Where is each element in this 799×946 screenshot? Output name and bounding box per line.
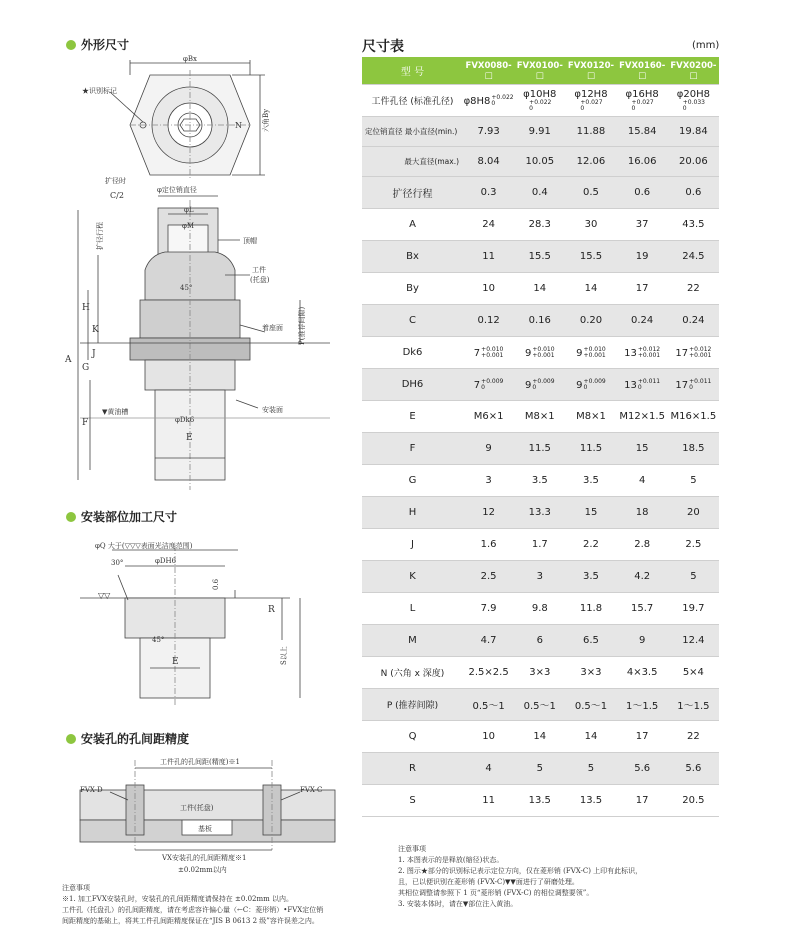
row-label: Dk6 bbox=[362, 337, 463, 369]
dim-06: 0.6 bbox=[212, 578, 220, 590]
dim-phidk6: φDk6 bbox=[175, 416, 195, 424]
dim-c2: 扩径时 bbox=[105, 177, 126, 185]
dim-j: J bbox=[92, 349, 96, 359]
tol-up: +0.012 bbox=[689, 345, 712, 353]
notes-right-line: 其相位调整请参照下 1 页“菱形销 (FVX-C) 的相位调整要领”。 bbox=[398, 889, 594, 897]
tol-lo: 0 bbox=[631, 105, 636, 112]
row-label: Bx bbox=[362, 241, 463, 273]
table-cell: 0.6 bbox=[617, 177, 668, 209]
surface-mark: ▽▽ bbox=[98, 591, 111, 600]
dim-e2: E bbox=[172, 657, 179, 667]
dim-r: R bbox=[268, 605, 275, 615]
tol-base: 7 bbox=[473, 347, 481, 359]
table-cell: 0.6 bbox=[668, 177, 719, 209]
label-fvxd: FVX-D bbox=[80, 786, 103, 794]
table-row bbox=[362, 433, 719, 465]
table-cell: 12 bbox=[463, 497, 514, 529]
notes-right-line: 2. 图示★部分的识别标记表示定位方向，仅在菱形销 (FVX-C) 上印有此标识， bbox=[398, 867, 643, 875]
row-label: A bbox=[362, 209, 463, 241]
model-name: FVX0160-□ bbox=[617, 57, 668, 85]
table-cell: M12×1.5 bbox=[617, 401, 668, 433]
dim-e: E bbox=[186, 433, 193, 443]
table-cell: 1.6 bbox=[463, 529, 514, 561]
notes-left-line: 工件孔（托盘孔）的孔间距精度，请在考虑容许偏心量（←C：菱形销）•FVX定位销 bbox=[62, 906, 324, 914]
table-cell: 15.7 bbox=[617, 593, 668, 625]
table-cell: 11.8 bbox=[565, 593, 616, 625]
dim-phiq: φQ 大于(▽▽▽表面光洁度范围) bbox=[95, 542, 193, 550]
table-cell: 14 bbox=[514, 273, 565, 305]
dim-expstroke: 扩径行程 bbox=[96, 222, 104, 250]
table-cell: 12.4 bbox=[668, 625, 719, 657]
table-cell: 11.5 bbox=[565, 433, 616, 465]
table-cell: 0.24 bbox=[668, 305, 719, 337]
row-label: K bbox=[362, 561, 463, 593]
table-cell: 19 bbox=[617, 241, 668, 273]
table-cell: 5.6 bbox=[668, 753, 719, 785]
table-cell: 2.5 bbox=[463, 561, 514, 593]
table-cell: 14 bbox=[565, 273, 616, 305]
dim-n: N bbox=[235, 121, 242, 130]
tol-lo: 0 bbox=[580, 105, 585, 112]
tol-up: +0.009 bbox=[481, 377, 504, 385]
table-cell: 3.5 bbox=[565, 465, 616, 497]
bullet-icon bbox=[66, 734, 76, 744]
table-cell: 1～1.5 bbox=[617, 689, 668, 721]
tol-base: 9 bbox=[524, 347, 532, 359]
table-cell: M8×1 bbox=[514, 401, 565, 433]
tol-cell bbox=[617, 337, 668, 369]
table-cell: M8×1 bbox=[565, 401, 616, 433]
dimension-table bbox=[362, 57, 719, 817]
dim-k: K bbox=[92, 325, 99, 335]
tol-up: +0.011 bbox=[637, 377, 661, 385]
tol-lo: +0.001 bbox=[481, 351, 504, 359]
table-cell: 14 bbox=[514, 721, 565, 753]
label-top: 顶帽 bbox=[243, 237, 257, 245]
table-cell: 4.2 bbox=[617, 561, 668, 593]
tol-cell bbox=[668, 337, 719, 369]
pitch-drawing bbox=[0, 745, 355, 880]
tol-lo: +0.001 bbox=[637, 351, 661, 359]
table-cell: 3×3 bbox=[514, 657, 565, 689]
table-cell: 3 bbox=[463, 465, 514, 497]
label-oil: ▼黄油槽 bbox=[102, 408, 129, 416]
tol-up: +0.012 bbox=[637, 345, 661, 353]
tol-lo: +0.001 bbox=[583, 351, 606, 359]
table-cell: 2.5×2.5 bbox=[463, 657, 514, 689]
table-row bbox=[362, 785, 719, 817]
dim-f: F bbox=[82, 418, 89, 428]
table-cell: M6×1 bbox=[463, 401, 514, 433]
tol-lo: 0 bbox=[532, 383, 537, 391]
table-cell: 11 bbox=[463, 241, 514, 273]
label-work3: 工件(托盘) bbox=[180, 804, 214, 812]
dim-a: A bbox=[65, 355, 72, 365]
tol-cell bbox=[514, 337, 565, 369]
row-label: S bbox=[362, 785, 463, 817]
table-cell: 0.24 bbox=[617, 305, 668, 337]
table-row bbox=[362, 401, 719, 433]
model-name: FVX0200-□ bbox=[668, 57, 719, 85]
table-cell: 4 bbox=[617, 465, 668, 497]
table-cell: 24.5 bbox=[668, 241, 719, 273]
table-cell: 4 bbox=[463, 753, 514, 785]
tol-base: 13 bbox=[624, 379, 637, 391]
row-label: F bbox=[362, 433, 463, 465]
row-label: C bbox=[362, 305, 463, 337]
tol-lo: +0.001 bbox=[532, 351, 555, 359]
tol-lo: 0 bbox=[529, 105, 533, 112]
table-cell: 5×4 bbox=[668, 657, 719, 689]
table-row-pin-max bbox=[362, 147, 719, 177]
dim-c2-value: C/2 bbox=[110, 191, 124, 200]
tol-cell bbox=[565, 369, 616, 401]
label-tol: ±0.02mm以内 bbox=[178, 866, 227, 874]
dim-phidh6: φDH6 bbox=[155, 557, 177, 565]
table-cell: 0.5 bbox=[565, 177, 616, 209]
tol-base: φ20H8 bbox=[676, 89, 710, 100]
table-cell: 2.5 bbox=[668, 529, 719, 561]
pin-min-label: 最小直径(min.) bbox=[404, 127, 458, 136]
tol-base: φ8H8 bbox=[463, 95, 491, 107]
table-cell: 5 bbox=[668, 561, 719, 593]
tol-base: φ10H8 bbox=[523, 89, 557, 100]
row-label: DH6 bbox=[362, 369, 463, 401]
table-cell: 6 bbox=[514, 625, 565, 657]
table-cell: 37 bbox=[617, 209, 668, 241]
table-header-row bbox=[362, 57, 719, 85]
table-cell: 16.06 bbox=[617, 147, 668, 177]
tol-lo: 0 bbox=[637, 383, 642, 391]
table-cell: 20 bbox=[668, 497, 719, 529]
tol-base: φ12H8 bbox=[574, 89, 608, 100]
tol-up: +0.022 bbox=[529, 99, 552, 106]
table-cell: 8.04 bbox=[463, 147, 514, 177]
tol-base: 9 bbox=[576, 347, 583, 359]
tol-cell bbox=[514, 85, 565, 117]
dim-45: 45° bbox=[180, 284, 193, 292]
table-row bbox=[362, 657, 719, 689]
row-label: P (推荐间隙) bbox=[362, 689, 463, 721]
table-cell: 0.12 bbox=[463, 305, 514, 337]
dim-hexby: 六角By bbox=[262, 108, 270, 132]
table-cell: 9 bbox=[617, 625, 668, 657]
mount-title-text: 安装部位加工尺寸 bbox=[81, 510, 178, 524]
table-row bbox=[362, 753, 719, 785]
dim-phipin: φ定位销直径 bbox=[157, 186, 197, 194]
tol-cell bbox=[463, 337, 514, 369]
table-row bbox=[362, 561, 719, 593]
row-label: Q bbox=[362, 721, 463, 753]
tol-up: +0.010 bbox=[583, 345, 606, 353]
row-label: E bbox=[362, 401, 463, 433]
tol-cell bbox=[617, 85, 668, 117]
row-label: 扩径行程 bbox=[362, 177, 463, 209]
tol-up: +0.010 bbox=[532, 345, 555, 353]
table-cell: 3 bbox=[514, 561, 565, 593]
table-cell: 10 bbox=[463, 273, 514, 305]
row-label: J bbox=[362, 529, 463, 561]
table-row-bore bbox=[362, 85, 719, 117]
model-name: FVX0120-□ bbox=[565, 57, 616, 85]
table-cell: 3×3 bbox=[565, 657, 616, 689]
table-row-pin-min bbox=[362, 117, 719, 147]
table-cell: M16×1.5 bbox=[668, 401, 719, 433]
table-cell: 18 bbox=[617, 497, 668, 529]
row-label: M bbox=[362, 625, 463, 657]
dim-h: H bbox=[82, 303, 90, 313]
table-cell: 11.5 bbox=[514, 433, 565, 465]
table-cell: 9.8 bbox=[514, 593, 565, 625]
mount-drawing bbox=[0, 525, 355, 720]
notes-left-title: 注意事项 bbox=[62, 884, 90, 892]
table-cell: 3.5 bbox=[514, 465, 565, 497]
tol-up: +0.027 bbox=[580, 99, 603, 106]
table-row bbox=[362, 721, 719, 753]
table-cell: 5 bbox=[514, 753, 565, 785]
table-row bbox=[362, 209, 719, 241]
table-cell: 18.5 bbox=[668, 433, 719, 465]
table-row bbox=[362, 593, 719, 625]
dim-phim: φM bbox=[182, 222, 195, 230]
table-cell: 13.5 bbox=[514, 785, 565, 817]
tol-lo: 0 bbox=[583, 383, 588, 391]
table-cell: 0.16 bbox=[514, 305, 565, 337]
notes-left-line: 间距精度的基础上，将其工件孔间距精度保证在“JIS B 0613 2 级”容许误差之内。 bbox=[62, 917, 319, 925]
table-row bbox=[362, 241, 719, 273]
table-cell: 0.3 bbox=[463, 177, 514, 209]
table-row bbox=[362, 177, 719, 209]
label-base: 基板 bbox=[198, 825, 212, 833]
table-row-dh6 bbox=[362, 369, 719, 401]
table-cell: 17 bbox=[617, 785, 668, 817]
table-cell: 17 bbox=[617, 273, 668, 305]
table-cell: 14 bbox=[565, 721, 616, 753]
table-cell: 43.5 bbox=[668, 209, 719, 241]
table-cell: 13.5 bbox=[565, 785, 616, 817]
table-cell: 15.5 bbox=[514, 241, 565, 273]
table-cell: 0.4 bbox=[514, 177, 565, 209]
table-unit: (mm) bbox=[692, 40, 720, 51]
table-row bbox=[362, 529, 719, 561]
dim-phil: φL bbox=[184, 206, 194, 214]
table-cell: 0.5～1 bbox=[565, 689, 616, 721]
tol-base: 9 bbox=[576, 379, 583, 391]
row-label: 工件孔径 (标准孔径) bbox=[362, 85, 463, 117]
table-cell: 7.9 bbox=[463, 593, 514, 625]
dim-45b: 45° bbox=[152, 636, 165, 644]
tol-lo: 0 bbox=[491, 99, 496, 107]
table-cell: 10 bbox=[463, 721, 514, 753]
notes-right bbox=[398, 844, 758, 910]
row-label: L bbox=[362, 593, 463, 625]
tol-cell bbox=[463, 85, 514, 117]
tol-up: +0.011 bbox=[689, 377, 712, 385]
tol-cell bbox=[617, 369, 668, 401]
header-label: 型 号 bbox=[362, 57, 463, 85]
table-cell: 15.84 bbox=[617, 117, 668, 147]
bullet-icon bbox=[66, 40, 76, 50]
table-cell: 15 bbox=[565, 497, 616, 529]
table-cell: 22 bbox=[668, 721, 719, 753]
tol-up: +0.010 bbox=[481, 345, 504, 353]
table-cell: 4×3.5 bbox=[617, 657, 668, 689]
table-cell: 9.91 bbox=[514, 117, 565, 147]
tol-up: +0.022 bbox=[491, 93, 514, 101]
row-label: G bbox=[362, 465, 463, 497]
dim-phibx: φBx bbox=[183, 55, 197, 63]
table-cell: 2.2 bbox=[565, 529, 616, 561]
table-cell: 30 bbox=[565, 209, 616, 241]
notes-right-line: 1. 本图表示的是释放(缩径)状态。 bbox=[398, 856, 504, 864]
table-cell: 0.5～1 bbox=[514, 689, 565, 721]
model-name: FVX0100-□ bbox=[514, 57, 565, 85]
table-cell: 13.3 bbox=[514, 497, 565, 529]
row-label: R bbox=[362, 753, 463, 785]
table-cell: 10.05 bbox=[514, 147, 565, 177]
tol-cell bbox=[514, 369, 565, 401]
table-cell: 19.84 bbox=[668, 117, 719, 147]
tol-up: +0.009 bbox=[532, 377, 555, 385]
table-cell: 5 bbox=[565, 753, 616, 785]
mount-section-title bbox=[66, 508, 177, 525]
tol-lo: +0.001 bbox=[689, 351, 712, 359]
notes-right-line: 3. 安装本体时，请在▼部位注入黄油。 bbox=[398, 900, 518, 908]
table-row bbox=[362, 305, 719, 337]
table-row bbox=[362, 273, 719, 305]
table-cell: 22 bbox=[668, 273, 719, 305]
tol-base: 13 bbox=[624, 347, 637, 359]
tol-lo: 0 bbox=[682, 105, 687, 112]
label-install: 安装面 bbox=[262, 406, 283, 414]
table-cell: 11 bbox=[463, 785, 514, 817]
table-cell: 2.8 bbox=[617, 529, 668, 561]
label-pitchvx: VX安装孔的孔间距精度※1 bbox=[162, 854, 247, 862]
label-work: 工件 bbox=[252, 266, 266, 274]
table-cell: 9 bbox=[463, 433, 514, 465]
table-cell: 5.6 bbox=[617, 753, 668, 785]
dim-p: P(推荐间隙) bbox=[298, 306, 306, 345]
table-cell: 17 bbox=[617, 721, 668, 753]
table-row bbox=[362, 497, 719, 529]
notes-left bbox=[62, 883, 352, 927]
dim-s: S以上 bbox=[280, 646, 288, 665]
tol-cell bbox=[668, 369, 719, 401]
table-title: 尺寸表 bbox=[362, 39, 404, 55]
table-row bbox=[362, 689, 719, 721]
pin-group-label: 定位销直径 bbox=[365, 127, 403, 136]
table-cell: 6.5 bbox=[565, 625, 616, 657]
table-cell: 4.7 bbox=[463, 625, 514, 657]
table-cell: 15 bbox=[617, 433, 668, 465]
row-label bbox=[362, 117, 463, 147]
table-cell: 11.88 bbox=[565, 117, 616, 147]
label-mark: ★识别标记 bbox=[82, 87, 117, 95]
table-cell: 28.3 bbox=[514, 209, 565, 241]
table-row bbox=[362, 625, 719, 657]
table-cell: 0.5～1 bbox=[463, 689, 514, 721]
tol-base: 17 bbox=[675, 347, 689, 359]
table-cell: 20.5 bbox=[668, 785, 719, 817]
row-label: By bbox=[362, 273, 463, 305]
tol-lo: 0 bbox=[689, 383, 693, 391]
label-work-2: (托盘) bbox=[250, 276, 270, 284]
tol-up: +0.033 bbox=[682, 99, 705, 106]
table-cell: 15.5 bbox=[565, 241, 616, 273]
table-cell: 0.20 bbox=[565, 305, 616, 337]
label-fvxc: FVX-C bbox=[300, 786, 323, 794]
tol-base: φ16H8 bbox=[625, 89, 659, 100]
label-pitchwork: 工件孔的孔间距(精度)※1 bbox=[160, 758, 240, 766]
table-cell: 20.06 bbox=[668, 147, 719, 177]
tol-cell bbox=[565, 85, 616, 117]
tol-cell bbox=[463, 369, 514, 401]
notes-right-title: 注意事项 bbox=[398, 845, 426, 853]
tol-base: 9 bbox=[524, 379, 532, 391]
table-cell: 19.7 bbox=[668, 593, 719, 625]
tol-base: 7 bbox=[473, 379, 481, 391]
tol-up: +0.027 bbox=[631, 99, 654, 106]
table-cell: 5 bbox=[668, 465, 719, 497]
dim-g: G bbox=[82, 363, 90, 373]
outline-title-text: 外形尺寸 bbox=[81, 38, 130, 52]
table-row-dk6 bbox=[362, 337, 719, 369]
tol-cell bbox=[668, 85, 719, 117]
table-cell: 3.5 bbox=[565, 561, 616, 593]
tol-lo: 0 bbox=[481, 383, 485, 391]
tol-cell bbox=[565, 337, 616, 369]
row-label: N (六角 x 深度) bbox=[362, 657, 463, 689]
dim-30: 30° bbox=[111, 559, 124, 567]
notes-right-line: 且，已以便识别在菱形销 (FVX-C)▼▼面进行了研磨处理。 bbox=[398, 878, 579, 886]
pitch-title-text: 安装孔的孔间距精度 bbox=[81, 732, 190, 746]
model-name: FVX0080-□ bbox=[463, 57, 514, 85]
table-row bbox=[362, 465, 719, 497]
tol-up: +0.009 bbox=[583, 377, 606, 385]
label-seat: 着座面 bbox=[262, 324, 283, 332]
row-label: 最大直径(max.) bbox=[362, 147, 463, 177]
table-cell: 24 bbox=[463, 209, 514, 241]
table-cell: 12.06 bbox=[565, 147, 616, 177]
outline-drawing bbox=[0, 50, 355, 500]
table-cell: 1～1.5 bbox=[668, 689, 719, 721]
tol-base: 17 bbox=[675, 379, 689, 391]
table-cell: 1.7 bbox=[514, 529, 565, 561]
bullet-icon bbox=[66, 512, 76, 522]
row-label: H bbox=[362, 497, 463, 529]
table-cell: 7.93 bbox=[463, 117, 514, 147]
notes-left-line: ※1. 加工FVX安装孔时，安装孔的孔间距精度请保持在 ±0.02mm 以内。 bbox=[62, 895, 293, 903]
